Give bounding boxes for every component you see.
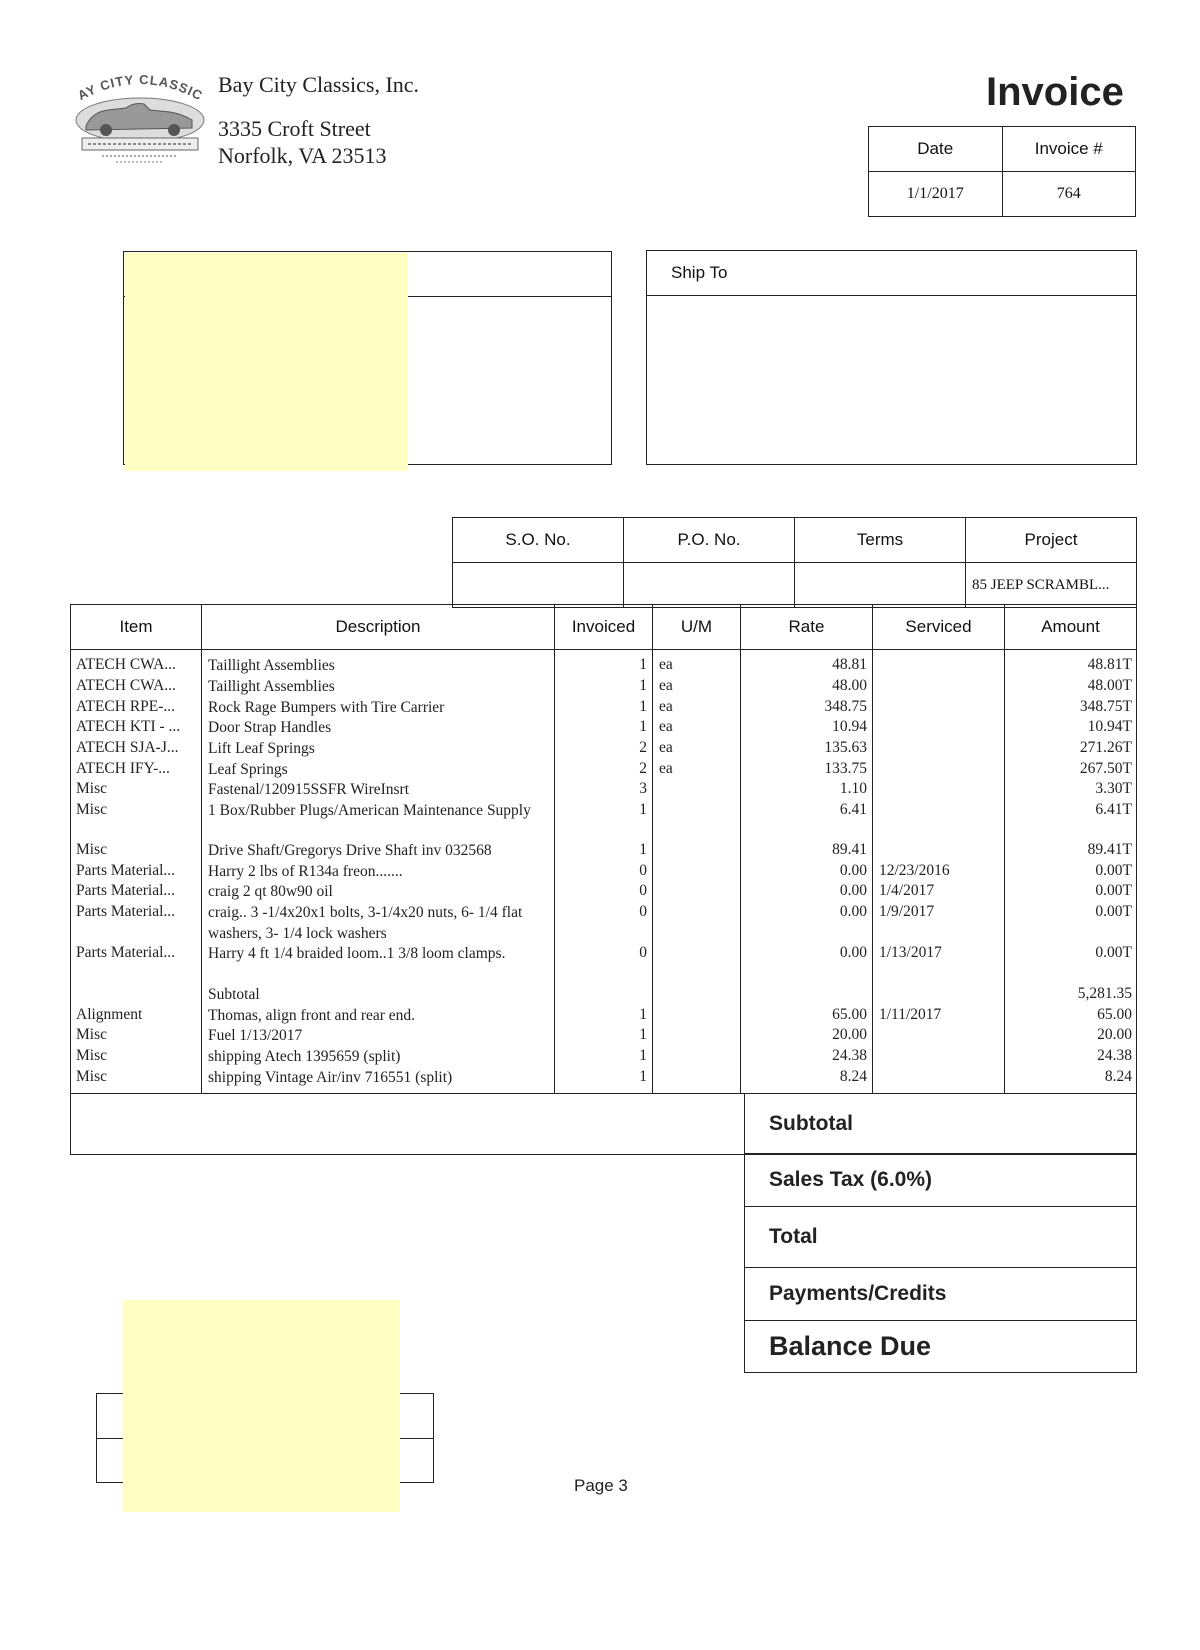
so-value bbox=[453, 563, 624, 608]
company-street: 3335 Croft Street bbox=[218, 116, 371, 141]
description-cell: shipping Atech 1395659 (split) bbox=[208, 1048, 401, 1065]
invoiced-cell: 1 bbox=[639, 1068, 647, 1085]
description-cell: Fuel 1/13/2017 bbox=[208, 1027, 303, 1044]
item-cell: ATECH CWA... bbox=[76, 677, 176, 694]
rate-cell: 10.94 bbox=[832, 718, 867, 735]
description-cell: Subtotal bbox=[208, 986, 260, 1003]
description-cell: Thomas, align front and rear end. bbox=[208, 1007, 416, 1024]
company-city: Norfolk, VA 23513 bbox=[218, 143, 387, 168]
invoice-number-label: Invoice # bbox=[1002, 127, 1136, 172]
page-number: Page 3 bbox=[574, 1476, 628, 1495]
amount-cell: 48.81T bbox=[1087, 656, 1132, 673]
rate-cell: 48.00 bbox=[832, 677, 867, 694]
amount-cell: 89.41T bbox=[1087, 841, 1132, 858]
amount-cell: 10.94T bbox=[1087, 718, 1132, 735]
col-amount: Amount bbox=[1041, 617, 1100, 636]
rate-cell: 0.00 bbox=[839, 862, 867, 879]
invoiced-cell: 0 bbox=[639, 862, 647, 879]
totals-block bbox=[744, 1094, 1137, 1373]
rate-cell: 65.00 bbox=[832, 1006, 867, 1023]
col-item: Item bbox=[71, 605, 202, 649]
description-cell: craig.. 3 -1/4x20x1 bolts, 3-1/4x20 nuts, 6- 1/4 flat washers, 3- 1/4 lock washers bbox=[208, 904, 523, 942]
um-cell: ea bbox=[659, 698, 673, 715]
invoiced-cell: 1 bbox=[639, 1006, 647, 1023]
item-cell: Alignment bbox=[76, 1006, 143, 1023]
company-name: Bay City Classics, Inc. bbox=[218, 72, 420, 97]
invoiced-cell: 1 bbox=[639, 698, 647, 715]
amount-cell: 24.38 bbox=[1097, 1047, 1132, 1064]
amount-cell: 267.50T bbox=[1079, 760, 1132, 777]
amount-cell: 65.00 bbox=[1097, 1006, 1132, 1023]
po-value bbox=[624, 563, 795, 608]
amount-cell: 271.26T bbox=[1079, 739, 1132, 756]
invoiced-cell: 3 bbox=[639, 780, 647, 797]
amount-cell: 20.00 bbox=[1097, 1026, 1132, 1043]
item-cell: ATECH SJA-J... bbox=[76, 739, 179, 756]
um-cell: ea bbox=[659, 718, 673, 735]
amount-cell: 0.00T bbox=[1095, 862, 1132, 879]
amount-cell: 3.30T bbox=[1095, 780, 1132, 797]
item-cell: Misc bbox=[76, 841, 107, 858]
invoiced-cell: 1 bbox=[639, 677, 647, 694]
item-cell: ATECH CWA... bbox=[76, 656, 176, 673]
invoiced-cell: 0 bbox=[639, 944, 647, 961]
rate-cell: 0.00 bbox=[839, 882, 867, 899]
so-label: S.O. No. bbox=[453, 518, 624, 563]
redaction-bottom bbox=[123, 1300, 400, 1512]
ship-to-box bbox=[646, 250, 1137, 465]
company-logo bbox=[72, 68, 208, 178]
rate-cell: 0.00 bbox=[839, 944, 867, 961]
line-items-table bbox=[70, 604, 1137, 1155]
rate-cell: 135.63 bbox=[824, 739, 867, 756]
invoiced-cell: 1 bbox=[639, 656, 647, 673]
po-label: P.O. No. bbox=[624, 518, 795, 563]
invoiced-cell: 1 bbox=[639, 801, 647, 818]
item-cell: Misc bbox=[76, 1068, 107, 1085]
um-cell: ea bbox=[659, 739, 673, 756]
um-cell: ea bbox=[659, 656, 673, 673]
total-label: Total bbox=[744, 1207, 1137, 1268]
rate-cell: 89.41 bbox=[832, 841, 867, 858]
description-cell: Door Strap Handles bbox=[208, 719, 332, 736]
description-cell: Lift Leaf Springs bbox=[208, 740, 315, 757]
description-cell: Fastenal/120915SSFR WireInsrt bbox=[208, 781, 410, 798]
description-cell: Leaf Springs bbox=[208, 761, 288, 778]
um-cell: ea bbox=[659, 677, 673, 694]
rate-cell: 348.75 bbox=[824, 698, 867, 715]
ship-to-label: Ship To bbox=[671, 263, 728, 282]
item-cell: Parts Material... bbox=[76, 944, 176, 961]
col-invoiced: Invoiced bbox=[555, 605, 653, 649]
document-title: Invoice bbox=[986, 70, 1124, 114]
amount-cell: 0.00T bbox=[1095, 882, 1132, 899]
item-cell: Parts Material... bbox=[76, 882, 176, 899]
amount-cell: 348.75T bbox=[1079, 698, 1132, 715]
rate-cell: 20.00 bbox=[832, 1026, 867, 1043]
serviced-cell: 1/9/2017 bbox=[879, 903, 935, 920]
rate-cell: 48.81 bbox=[832, 656, 867, 673]
item-cell: Parts Material... bbox=[76, 862, 176, 879]
item-cell: Misc bbox=[76, 1047, 107, 1064]
invoiced-cell: 1 bbox=[639, 1026, 647, 1043]
invoice-date: 1/1/2017 bbox=[869, 172, 1003, 217]
subtotal-label: Subtotal bbox=[744, 1094, 1137, 1154]
terms-label: Terms bbox=[795, 518, 966, 563]
serviced-cell: 12/23/2016 bbox=[879, 862, 950, 879]
serviced-cell: 1/13/2017 bbox=[879, 944, 942, 961]
serviced-cell: 1/4/2017 bbox=[879, 882, 935, 899]
rate-cell: 6.41 bbox=[839, 801, 867, 818]
col-rate: Rate bbox=[741, 605, 873, 649]
amount-cell: 48.00T bbox=[1087, 677, 1132, 694]
description-cell: Harry 4 ft 1/4 braided loom..1 3/8 loom clamps. bbox=[208, 945, 506, 962]
rate-cell: 24.38 bbox=[832, 1047, 867, 1064]
date-label: Date bbox=[869, 127, 1003, 172]
col-serviced: Serviced bbox=[873, 605, 1005, 649]
rate-cell: 0.00 bbox=[839, 903, 867, 920]
invoiced-cell: 2 bbox=[639, 760, 647, 777]
balance-due-label: Balance Due bbox=[744, 1321, 1137, 1373]
amount-cell: 6.41T bbox=[1095, 801, 1132, 818]
order-info-table bbox=[452, 517, 1137, 608]
invoiced-cell: 2 bbox=[639, 739, 647, 756]
invoiced-cell: 1 bbox=[639, 841, 647, 858]
amount-cell: 5,281.35 bbox=[1077, 985, 1132, 1002]
um-cell: ea bbox=[659, 760, 673, 777]
project-label: Project bbox=[966, 518, 1137, 563]
rate-cell: 8.24 bbox=[839, 1068, 867, 1085]
col-description: Description bbox=[202, 605, 555, 649]
description-cell: Taillight Assemblies bbox=[208, 657, 335, 674]
invoiced-cell: 1 bbox=[639, 1047, 647, 1064]
description-cell: Drive Shaft/Gregorys Drive Shaft inv 032568 bbox=[208, 842, 492, 859]
payments-credits-label: Payments/Credits bbox=[744, 1268, 1137, 1321]
item-cell: Misc bbox=[76, 801, 107, 818]
col-um: U/M bbox=[653, 605, 741, 649]
item-cell: ATECH KTI - ... bbox=[76, 718, 181, 735]
terms-value bbox=[795, 563, 966, 608]
rate-cell: 133.75 bbox=[824, 760, 867, 777]
project-value: 85 JEEP SCRAMBL... bbox=[966, 563, 1137, 608]
invoiced-cell: 1 bbox=[639, 718, 647, 735]
invoice-number: 764 bbox=[1002, 172, 1136, 217]
serviced-cell: 1/11/2017 bbox=[879, 1006, 942, 1023]
sales-tax-label: Sales Tax (6.0%) bbox=[744, 1154, 1137, 1207]
svg-text:BAY CITY CLASSICS: AY CITY CLASSIC bbox=[75, 71, 206, 104]
amount-cell: 8.24 bbox=[1104, 1068, 1132, 1085]
invoiced-cell: 0 bbox=[639, 903, 647, 920]
amount-cell: 0.00T bbox=[1095, 944, 1132, 961]
line-items-body bbox=[71, 650, 1136, 1093]
description-cell: Taillight Assemblies bbox=[208, 678, 335, 695]
description-cell: Rock Rage Bumpers with Tire Carrier bbox=[208, 699, 445, 716]
item-cell: Parts Material... bbox=[76, 903, 176, 920]
invoice-meta-table bbox=[868, 126, 1136, 217]
description-cell: craig 2 qt 80w90 oil bbox=[208, 883, 333, 900]
redaction-bill-to bbox=[125, 253, 408, 471]
description-cell: Harry 2 lbs of R134a freon....... bbox=[208, 863, 403, 880]
invoiced-cell: 0 bbox=[639, 882, 647, 899]
amount-cell: 0.00T bbox=[1095, 903, 1132, 920]
item-cell: Misc bbox=[76, 780, 107, 797]
item-cell: Misc bbox=[76, 1026, 107, 1043]
description-cell: shipping Vintage Air/inv 716551 (split) bbox=[208, 1069, 453, 1086]
rate-cell: 1.10 bbox=[839, 780, 867, 797]
line-items-header bbox=[71, 605, 1136, 650]
description-cell: 1 Box/Rubber Plugs/American Maintenance Supply bbox=[208, 802, 531, 819]
item-cell: ATECH RPE-... bbox=[76, 698, 176, 715]
item-cell: ATECH IFY-... bbox=[76, 760, 170, 777]
